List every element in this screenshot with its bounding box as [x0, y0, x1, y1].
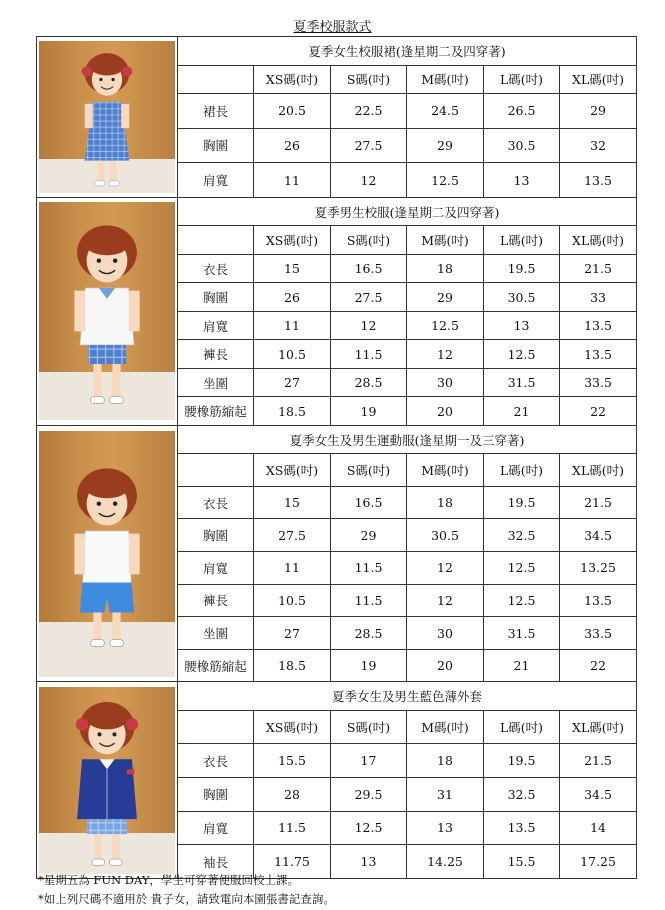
measurement-value: 15: [254, 486, 331, 519]
measurement-value: 27: [254, 368, 331, 397]
girl-checkered-dress-photo: [39, 41, 175, 193]
measurement-value: 21.5: [560, 744, 637, 778]
measurement-value: 12: [407, 584, 484, 617]
measurement-value: 13.5: [484, 811, 560, 845]
measurement-value: 19.5: [484, 486, 560, 519]
measurement-label: 袖長: [178, 845, 254, 879]
measurement-value: 29: [560, 94, 637, 129]
measurement-value: 12.5: [484, 584, 560, 617]
measurement-value: 13.5: [560, 311, 637, 340]
measurement-value: 31.5: [484, 617, 560, 650]
section-title-row: [37, 37, 637, 66]
measurement-value: 15.5: [484, 845, 560, 879]
measurement-value: 21.5: [560, 486, 637, 519]
measurement-value: 19: [331, 397, 407, 426]
measurement-value: 26: [254, 283, 331, 312]
size-header: XS碼(吋): [254, 710, 331, 744]
size-header: L碼(吋): [484, 454, 560, 487]
measurement-value: 17.25: [560, 845, 637, 879]
measurement-value: 30.5: [484, 128, 560, 163]
measurement-value: 18.5: [254, 397, 331, 426]
measurement-value: 11: [254, 311, 331, 340]
measurement-value: 32: [560, 128, 637, 163]
measurement-value: 31.5: [484, 368, 560, 397]
section-title-row: [37, 682, 637, 711]
measurement-value: 33.5: [560, 617, 637, 650]
measurement-value: 29: [407, 283, 484, 312]
size-header: L碼(吋): [484, 710, 560, 744]
girl-blue-jacket-photo: [39, 687, 175, 874]
photo-cell: [37, 682, 178, 879]
measurement-value: 10.5: [254, 584, 331, 617]
measurement-value: 29: [407, 128, 484, 163]
footnotes: [38, 871, 335, 909]
footnote-funday: *星期五為 FUN DAY，學生可穿著便服回校上課。: [38, 873, 299, 887]
size-header: XL碼(吋): [560, 65, 637, 94]
measurement-value: 12: [331, 311, 407, 340]
measurement-value: 27.5: [331, 283, 407, 312]
photo-cell: [37, 197, 178, 425]
measurement-value: 11.5: [331, 584, 407, 617]
measurement-label: 肩寬: [178, 163, 254, 198]
measurement-value: 29.5: [331, 778, 407, 812]
measurement-value: 30: [407, 368, 484, 397]
measurement-label: 衣長: [178, 486, 254, 519]
size-header: S碼(吋): [331, 65, 407, 94]
measurement-label: 胸圍: [178, 519, 254, 552]
footnote-size-enquiry: *如上列尺碼不適用於 貴子女，請致電向本園張書記查詢。: [38, 892, 335, 906]
measurement-value: 13.5: [560, 340, 637, 369]
measurement-value: 26.5: [484, 94, 560, 129]
section-title: 夏季男生校服(逢星期二及四穿著): [178, 197, 637, 226]
measurement-value: 34.5: [560, 519, 637, 552]
size-header: M碼(吋): [407, 454, 484, 487]
measurement-label: 褲長: [178, 584, 254, 617]
measurement-value: 13.5: [560, 163, 637, 198]
size-header: S碼(吋): [331, 710, 407, 744]
measurement-value: 20: [407, 397, 484, 426]
measurement-label: 胸圍: [178, 778, 254, 812]
measurement-label: 胸圍: [178, 283, 254, 312]
section-title-row: [37, 425, 637, 454]
header-blank-cell: [178, 226, 254, 255]
measurement-label: 坐圍: [178, 368, 254, 397]
measurement-value: 12.5: [484, 340, 560, 369]
measurement-value: 28: [254, 778, 331, 812]
measurement-value: 18: [407, 744, 484, 778]
measurement-value: 13: [331, 845, 407, 879]
child-sportswear-photo: [39, 431, 175, 677]
measurement-label: 肩寬: [178, 552, 254, 585]
measurement-value: 33.5: [560, 368, 637, 397]
size-header: M碼(吋): [407, 226, 484, 255]
measurement-value: 11: [254, 163, 331, 198]
measurement-value: 11.5: [331, 552, 407, 585]
measurement-value: 28.5: [331, 617, 407, 650]
measurement-value: 17: [331, 744, 407, 778]
size-header: XS碼(吋): [254, 226, 331, 255]
section-title: 夏季女生及男生藍色薄外套: [178, 682, 637, 711]
measurement-label: 肩寬: [178, 311, 254, 340]
measurement-value: 13: [484, 311, 560, 340]
measurement-value: 29: [331, 519, 407, 552]
measurement-label: 裙長: [178, 94, 254, 129]
measurement-value: 22: [560, 397, 637, 426]
measurement-value: 24.5: [407, 94, 484, 129]
size-header: M碼(吋): [407, 65, 484, 94]
measurement-value: 12.5: [407, 163, 484, 198]
measurement-value: 11.75: [254, 845, 331, 879]
measurement-label: 肩寬: [178, 811, 254, 845]
measurement-value: 19: [331, 649, 407, 682]
measurement-value: 15: [254, 254, 331, 283]
page-title: 夏季校服款式: [293, 20, 372, 35]
measurement-value: 33: [560, 283, 637, 312]
measurement-value: 11.5: [331, 340, 407, 369]
photo-cell: [37, 37, 178, 198]
measurement-value: 15.5: [254, 744, 331, 778]
size-header: XS碼(吋): [254, 65, 331, 94]
measurement-value: 13: [407, 811, 484, 845]
header-blank-cell: [178, 710, 254, 744]
measurement-value: 18: [407, 486, 484, 519]
measurement-value: 13.25: [560, 552, 637, 585]
measurement-value: 20.5: [254, 94, 331, 129]
measurement-value: 19.5: [484, 254, 560, 283]
measurement-value: 31: [407, 778, 484, 812]
size-header: L碼(吋): [484, 226, 560, 255]
measurement-value: 19.5: [484, 744, 560, 778]
measurement-label: 衣長: [178, 744, 254, 778]
size-header: M碼(吋): [407, 710, 484, 744]
size-header: XS碼(吋): [254, 454, 331, 487]
measurement-value: 21.5: [560, 254, 637, 283]
measurement-value: 28.5: [331, 368, 407, 397]
measurement-value: 13.5: [560, 584, 637, 617]
measurement-value: 12.5: [407, 311, 484, 340]
measurement-label: 坐圍: [178, 617, 254, 650]
section-title: 夏季女生及男生運動服(逢星期一及三穿著): [178, 425, 637, 454]
section-title-row: [37, 197, 637, 226]
size-header: L碼(吋): [484, 65, 560, 94]
measurement-value: 18: [407, 254, 484, 283]
measurement-value: 14: [560, 811, 637, 845]
measurement-value: 30.5: [407, 519, 484, 552]
measurement-value: 26: [254, 128, 331, 163]
measurement-label: 腰橡筋縮起: [178, 649, 254, 682]
measurement-value: 22: [560, 649, 637, 682]
measurement-value: 12: [407, 552, 484, 585]
measurement-value: 16.5: [331, 254, 407, 283]
measurement-value: 27: [254, 617, 331, 650]
measurement-value: 12.5: [484, 552, 560, 585]
section-title: 夏季女生校服裙(逢星期二及四穿著): [178, 37, 637, 66]
measurement-value: 13: [484, 163, 560, 198]
size-header: S碼(吋): [331, 454, 407, 487]
measurement-value: 27.5: [254, 519, 331, 552]
size-header: XL碼(吋): [560, 226, 637, 255]
measurement-value: 22.5: [331, 94, 407, 129]
measurement-value: 11: [254, 552, 331, 585]
measurement-value: 18.5: [254, 649, 331, 682]
measurement-value: 20: [407, 649, 484, 682]
measurement-value: 11.5: [254, 811, 331, 845]
measurement-value: 32.5: [484, 519, 560, 552]
measurement-value: 32.5: [484, 778, 560, 812]
measurement-value: 14.25: [407, 845, 484, 879]
header-blank-cell: [178, 65, 254, 94]
measurement-value: 21: [484, 649, 560, 682]
measurement-value: 12: [331, 163, 407, 198]
measurement-value: 12: [407, 340, 484, 369]
measurement-label: 腰橡筋縮起: [178, 397, 254, 426]
measurement-value: 27.5: [331, 128, 407, 163]
measurement-value: 30.5: [484, 283, 560, 312]
measurement-label: 衣長: [178, 254, 254, 283]
measurement-label: 褲長: [178, 340, 254, 369]
header-blank-cell: [178, 454, 254, 487]
photo-cell: [37, 425, 178, 682]
measurement-value: 34.5: [560, 778, 637, 812]
size-chart-table: [36, 36, 637, 879]
measurement-value: 12.5: [331, 811, 407, 845]
boy-shirt-shorts-photo: [39, 202, 175, 420]
measurement-value: 30: [407, 617, 484, 650]
measurement-label: 胸圍: [178, 128, 254, 163]
size-header: XL碼(吋): [560, 710, 637, 744]
measurement-value: 16.5: [331, 486, 407, 519]
measurement-value: 10.5: [254, 340, 331, 369]
size-header: XL碼(吋): [560, 454, 637, 487]
measurement-value: 21: [484, 397, 560, 426]
size-header: S碼(吋): [331, 226, 407, 255]
